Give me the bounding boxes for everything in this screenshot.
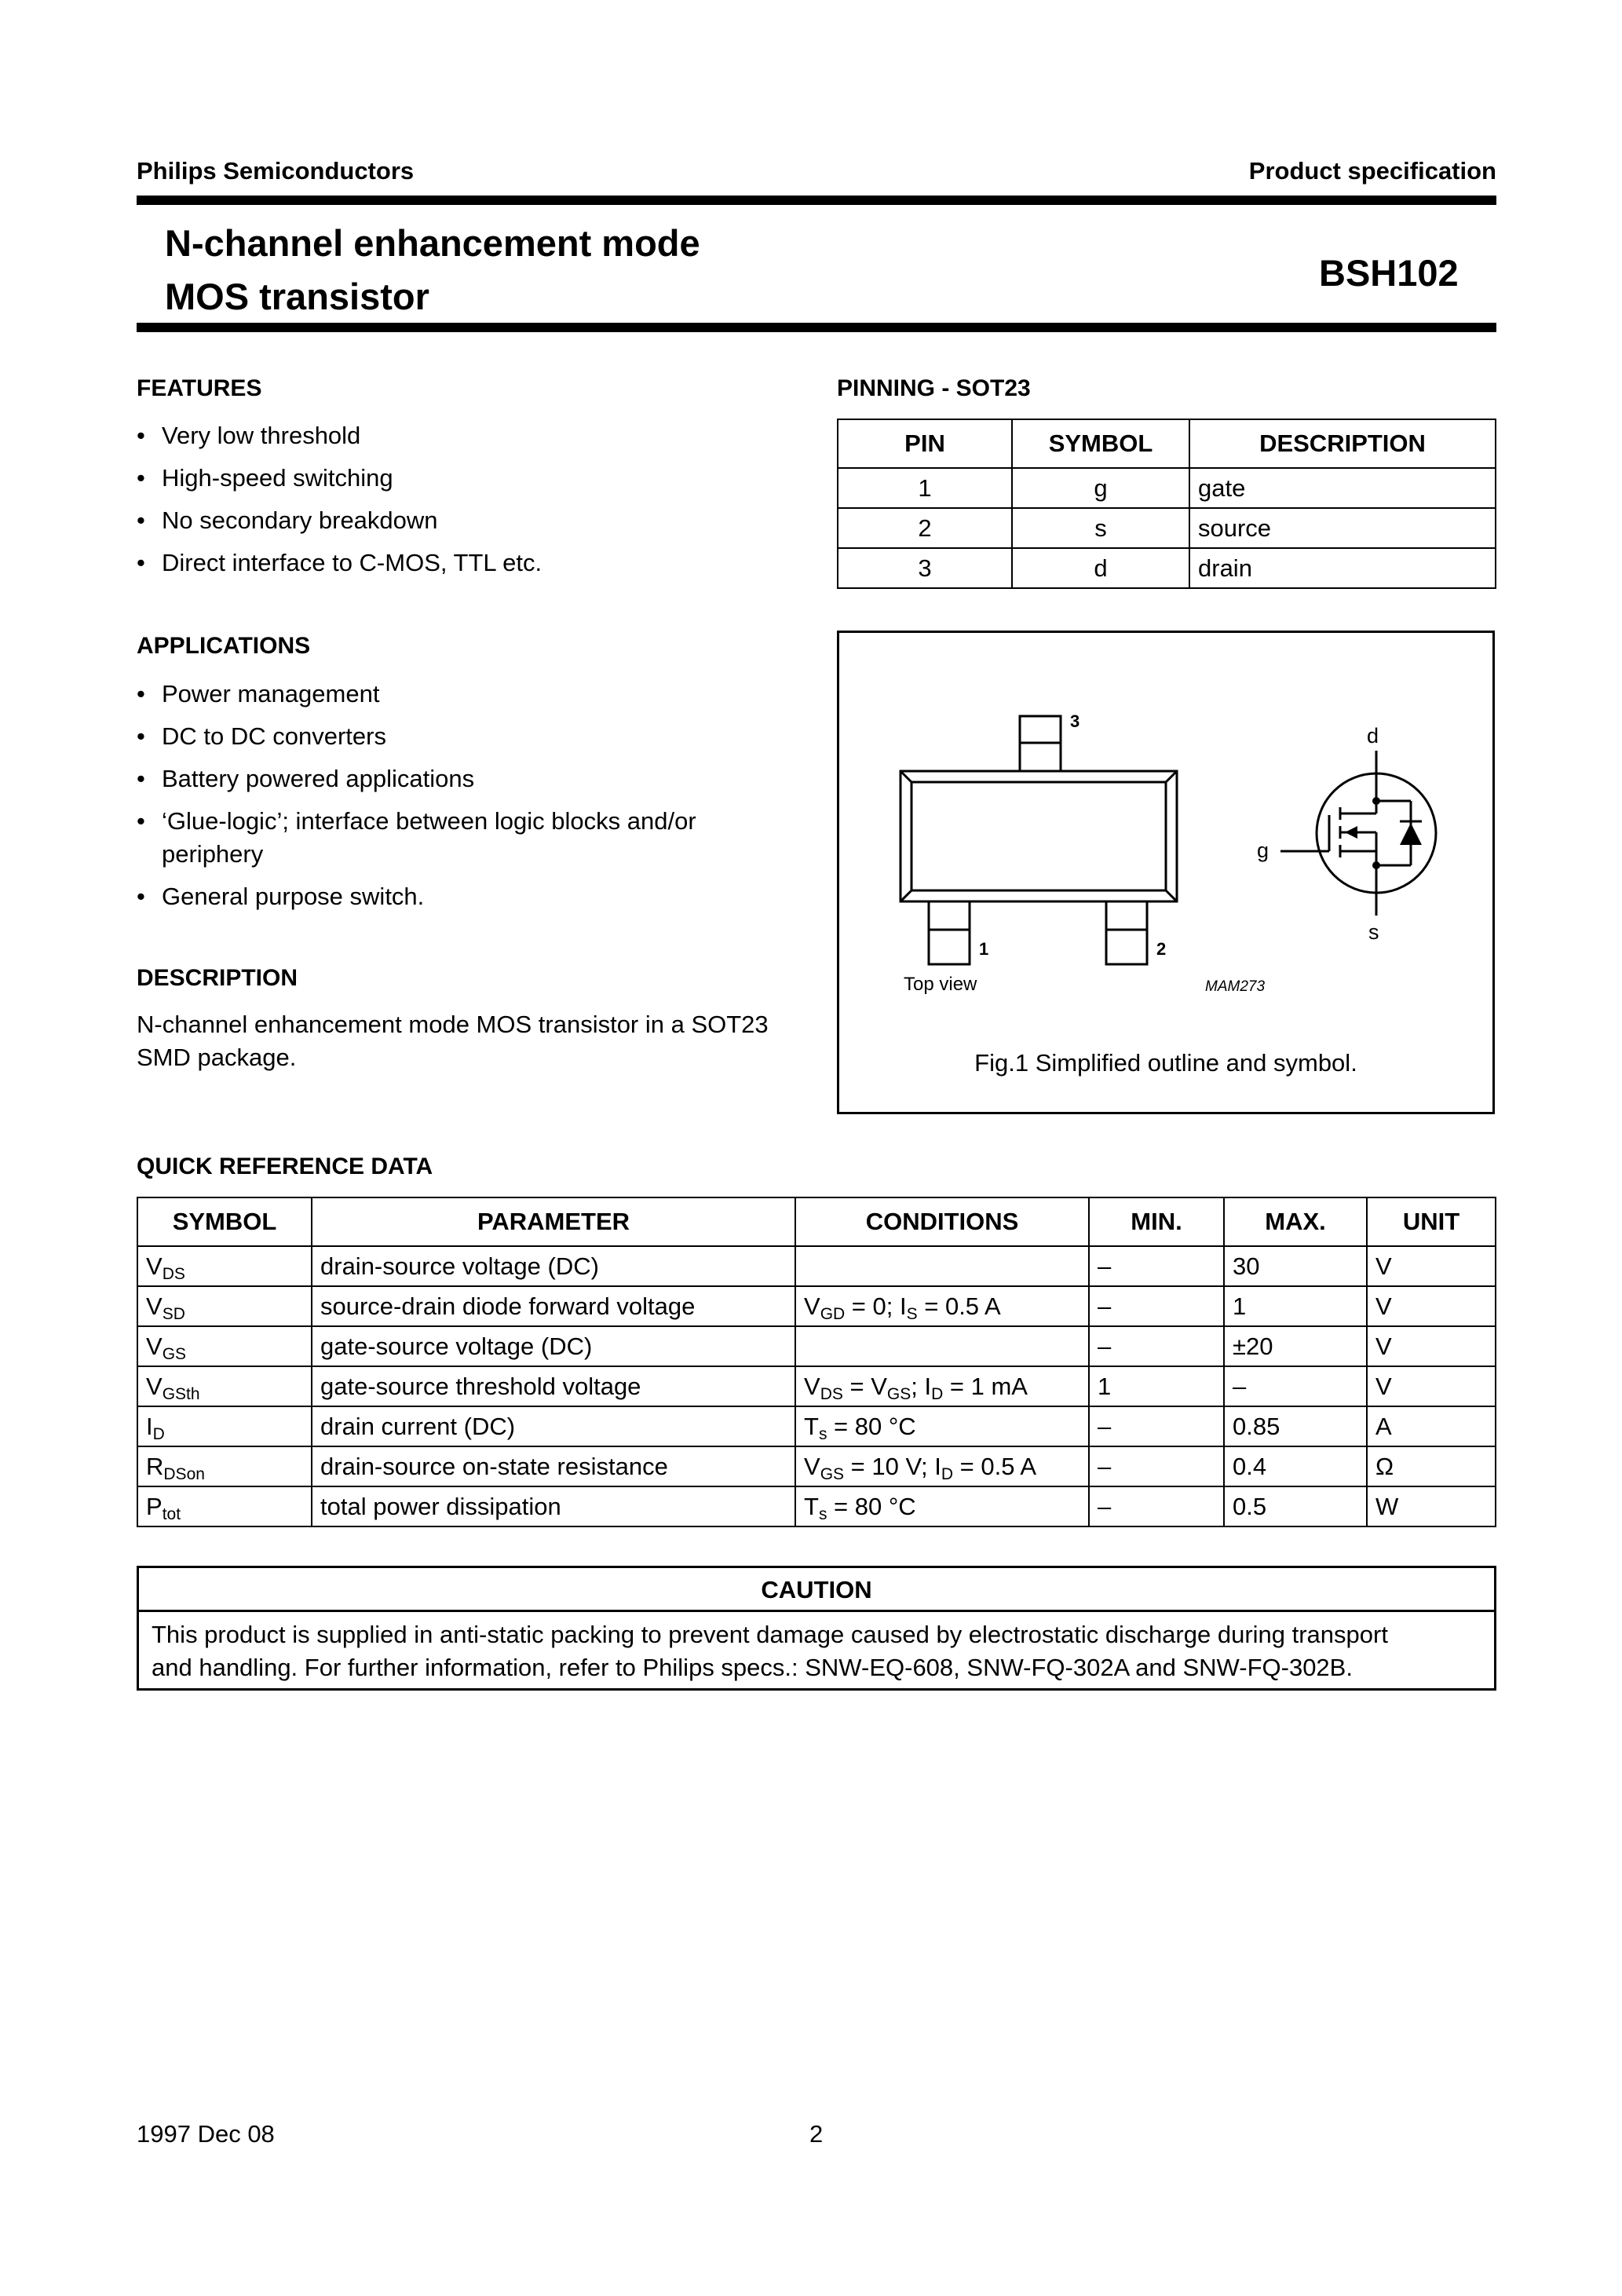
caution-text: [152, 1618, 1388, 1684]
cell-unit: V: [1367, 1366, 1496, 1406]
cell-unit: Ω: [1367, 1446, 1496, 1486]
quick-reference-table: [137, 1197, 1496, 1527]
cell-parameter: total power dissipation: [312, 1486, 795, 1526]
cell-unit: V: [1367, 1246, 1496, 1286]
table-row: [137, 1246, 1496, 1286]
cell-max: 1: [1224, 1286, 1367, 1326]
table-header-row: [137, 1197, 1496, 1246]
page-number: 2: [809, 2120, 824, 2148]
cell-parameter: drain-source on-state resistance: [312, 1446, 795, 1486]
table-row: [137, 1486, 1496, 1526]
part-number: BSH102: [1319, 252, 1459, 294]
description-heading: DESCRIPTION: [137, 965, 298, 991]
cell-pin: 3: [838, 548, 1012, 588]
pinning-table: [837, 419, 1496, 589]
cell-parameter: drain-source voltage (DC): [312, 1246, 795, 1286]
table-row: [137, 1406, 1496, 1446]
title-line-2: MOS transistor: [165, 276, 429, 317]
cell-symbol: $R_{DSon}$: [137, 1446, 312, 1486]
list-item: • DC to DC converters: [137, 720, 780, 753]
col-parameter: PARAMETER: [312, 1197, 795, 1246]
cell-symbol: s: [1012, 508, 1189, 548]
cell-conditions: $T_s = 80$ °C: [795, 1486, 1089, 1526]
cell-symbol: $V_{SD}$: [137, 1286, 312, 1326]
list-item: • Battery powered applications: [137, 762, 780, 795]
col-conditions: CONDITIONS: [795, 1197, 1089, 1246]
cell-max: 0.4: [1224, 1446, 1367, 1486]
pinning-heading: PINNING - SOT23: [837, 375, 1031, 401]
col-symbol: SYMBOL: [137, 1197, 312, 1246]
cell-max: 0.85: [1224, 1406, 1367, 1446]
cell-parameter: gate-source threshold voltage: [312, 1366, 795, 1406]
cell-conditions: [795, 1326, 1089, 1366]
pin-3-lead: [1020, 716, 1061, 771]
applications-list: [137, 678, 780, 923]
table-row: [137, 1286, 1496, 1326]
cell-symbol: d: [1012, 548, 1189, 588]
cell-symbol: $V_{DS}$: [137, 1246, 312, 1286]
title-line-1: N-channel enhancement mode: [165, 222, 700, 264]
table-row: [838, 508, 1496, 548]
caution-line-2: and handling. For further information, refer to Philips specs.: SNW-EQ-608, SNW-FQ-302A and SNW-FQ-302B.: [152, 1654, 1353, 1681]
features-heading: FEATURES: [137, 375, 262, 401]
caution-divider: [139, 1610, 1494, 1612]
table-row: [137, 1326, 1496, 1366]
cell-min: –: [1089, 1446, 1224, 1486]
table-row: [137, 1446, 1496, 1486]
cell-description: drain: [1189, 548, 1496, 588]
col-unit: UNIT: [1367, 1197, 1496, 1246]
table-row: [137, 1366, 1496, 1406]
applications-heading: APPLICATIONS: [137, 633, 311, 659]
junction-dot: [1372, 797, 1380, 805]
package-outline: [901, 771, 1177, 901]
figure-code: MAM273: [1205, 978, 1266, 995]
list-item: • No secondary breakdown: [137, 504, 780, 537]
list-item: • Direct interface to C-MOS, TTL etc.: [137, 547, 780, 579]
cell-min: –: [1089, 1406, 1224, 1446]
table-row: [838, 548, 1496, 588]
cell-min: 1: [1089, 1366, 1224, 1406]
top-view-label: Top view: [904, 974, 977, 995]
cell-symbol: g: [1012, 468, 1189, 508]
footer-date: 1997 Dec 08: [137, 2120, 275, 2148]
list-item: • ‘Glue-logic’; interface between logic blocks and/or periphery: [137, 805, 758, 871]
cell-parameter: drain current (DC): [312, 1406, 795, 1446]
col-max: MAX.: [1224, 1197, 1367, 1246]
cell-unit: A: [1367, 1406, 1496, 1446]
cell-description: source: [1189, 508, 1496, 548]
cell-max: ±20: [1224, 1326, 1367, 1366]
cell-min: –: [1089, 1246, 1224, 1286]
pin3-label: 3: [1070, 711, 1080, 731]
diode-arrow: [1400, 823, 1422, 845]
pin1-label: 1: [979, 939, 989, 959]
pin-2-lead: [1106, 901, 1147, 964]
drain-label: d: [1367, 724, 1379, 748]
cell-symbol: $P_{tot}$: [137, 1486, 312, 1526]
col-pin: PIN: [838, 419, 1012, 468]
cell-min: –: [1089, 1326, 1224, 1366]
cell-max: 30: [1224, 1246, 1367, 1286]
cell-min: –: [1089, 1286, 1224, 1326]
cell-max: 0.5: [1224, 1486, 1367, 1526]
cell-conditions: $V_{GD} = 0$; $I_S = 0.5$ A: [795, 1286, 1089, 1326]
channel-arrow: [1345, 826, 1357, 839]
list-item: • Power management: [137, 678, 780, 711]
caution-heading: CAUTION: [761, 1576, 872, 1603]
outline-and-symbol-diagram: [839, 633, 1492, 1112]
cell-pin: 2: [838, 508, 1012, 548]
table-row: [838, 468, 1496, 508]
cell-conditions: $T_s = 80$ °C: [795, 1406, 1089, 1446]
cell-symbol: $V_{GSth}$: [137, 1366, 312, 1406]
cell-unit: W: [1367, 1486, 1496, 1526]
cell-unit: V: [1367, 1286, 1496, 1326]
caution-box: [137, 1566, 1496, 1691]
page-title: [165, 217, 700, 324]
cell-symbol: $I_D$: [137, 1406, 312, 1446]
col-min: MIN.: [1089, 1197, 1224, 1246]
cell-conditions: $V_{GS} = 10$ V; $I_D = 0.5$ A: [795, 1446, 1089, 1486]
source-label: s: [1368, 920, 1379, 944]
table-header-row: [838, 419, 1496, 468]
figure-caption: Fig.1 Simplified outline and symbol.: [974, 1049, 1357, 1077]
features-list: [137, 419, 780, 589]
junction-dot: [1372, 861, 1380, 869]
company-name: Philips Semiconductors: [137, 157, 415, 185]
header-rule-top: [137, 196, 1496, 205]
figure-box: [837, 631, 1495, 1114]
description-text: N-channel enhancement mode MOS transistor in a SOT23 SMD package.: [137, 1011, 769, 1071]
cell-min: –: [1089, 1486, 1224, 1526]
header-rule-bottom: [137, 323, 1496, 332]
pin-1-lead: [929, 901, 970, 964]
cell-conditions: [795, 1246, 1089, 1286]
list-item: • Very low threshold: [137, 419, 780, 452]
cell-description: gate: [1189, 468, 1496, 508]
doc-type: Product specification: [1248, 157, 1496, 185]
pin2-label: 2: [1156, 939, 1167, 959]
cell-parameter: gate-source voltage (DC): [312, 1326, 795, 1366]
cell-pin: 1: [838, 468, 1012, 508]
list-item: • High-speed switching: [137, 462, 780, 495]
col-description: DESCRIPTION: [1189, 419, 1496, 468]
cell-max: –: [1224, 1366, 1367, 1406]
cell-conditions: $V_{DS} = V_{GS}$; $I_D = 1$ mA: [795, 1366, 1089, 1406]
cell-parameter: source-drain diode forward voltage: [312, 1286, 795, 1326]
qrd-body: [137, 1246, 1496, 1526]
list-item: • General purpose switch.: [137, 880, 780, 913]
col-symbol: SYMBOL: [1012, 419, 1189, 468]
qrd-heading: QUICK REFERENCE DATA: [137, 1153, 433, 1179]
cell-symbol: $V_{GS}$: [137, 1326, 312, 1366]
cell-unit: V: [1367, 1326, 1496, 1366]
caution-line-1: This product is supplied in anti-static packing to prevent damage caused by electrostatic discharge during transport: [152, 1621, 1388, 1648]
gate-label: g: [1257, 839, 1269, 862]
